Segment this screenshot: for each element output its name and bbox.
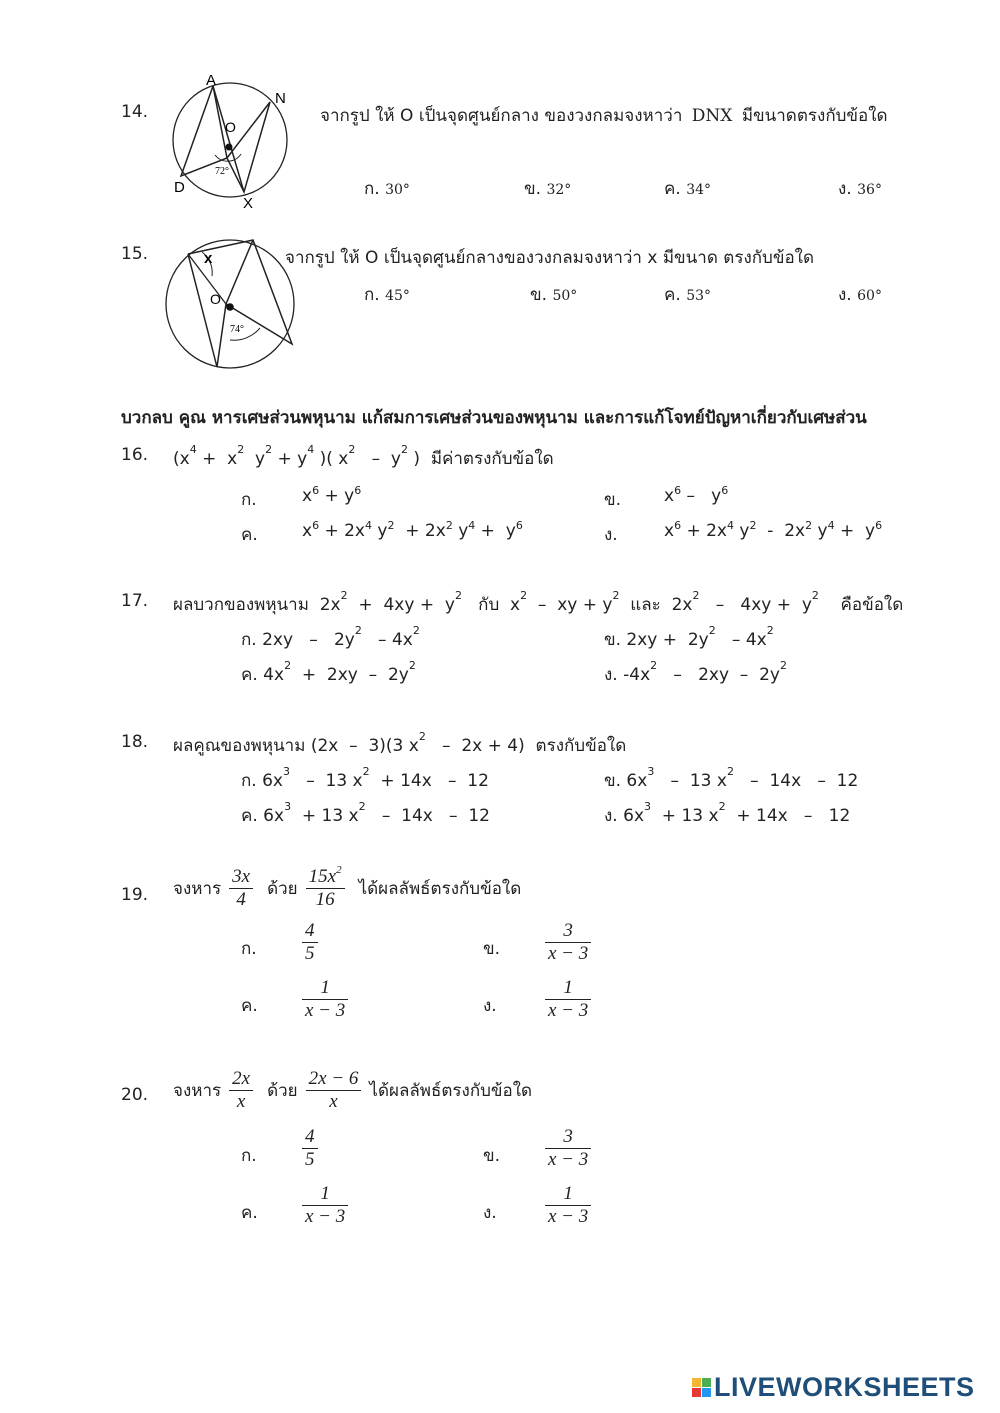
q16-choice-d-letter: ง. xyxy=(604,525,618,545)
q17-choice-d[interactable]: ง. $-4x^2 - 2xy - 2y^2$ xyxy=(604,659,787,685)
q18-choice-a[interactable]: ก. $6x^3 - 13$ $x^2 + 14x - 12$ xyxy=(241,765,489,791)
q20-choice-b[interactable]: $\frac{3}{x - 3}$ xyxy=(545,1126,591,1171)
q15-choice-a[interactable]: ก. 45° xyxy=(364,285,410,305)
liveworksheets-logo-icon xyxy=(692,1378,711,1397)
question-14-number: 14. xyxy=(121,102,149,122)
q20-choice-c[interactable]: $\frac{1}{x - 3}$ xyxy=(302,1183,348,1228)
q16-choice-c-letter: ค. xyxy=(241,525,258,545)
fraction-3x-over-4: $\frac{3x}{4}$ xyxy=(229,866,253,911)
q14-choice-c[interactable]: ค. 34° xyxy=(664,179,712,199)
question-18-number: 18. xyxy=(121,732,149,752)
q14-choice-b[interactable]: ข. 32° xyxy=(524,179,572,199)
q15-choice-d[interactable]: ง. 60° xyxy=(838,285,882,305)
q14-circle-diagram xyxy=(160,68,300,218)
q14-choice-d[interactable]: ง. 36° xyxy=(838,179,882,199)
q19-choice-b-letter: ข. xyxy=(483,939,501,959)
q20-choice-c-letter: ค. xyxy=(241,1203,258,1223)
q19-choice-c[interactable]: $\frac{1}{x - 3}$ xyxy=(302,977,348,1022)
q16-choice-b-letter: ข. xyxy=(604,490,622,510)
q17-choice-c[interactable]: ค. $4x^2 + 2xy - 2y^2$ xyxy=(241,659,416,685)
q15-choice-b[interactable]: ข. 50° xyxy=(530,285,578,305)
q14-choice-a[interactable]: ก. 30° xyxy=(364,179,410,199)
question-17-number: 17. xyxy=(121,591,149,611)
q16-choice-a[interactable]: $x^6 + y^6$ xyxy=(302,484,362,506)
question-19-text: จงหาร $\frac{3x}{4}$ ด้วย $\frac{15x^2}{16}$ ได้ผลลัพธ์ตรงกับข้อใด xyxy=(173,864,522,910)
label-D: D xyxy=(174,179,185,196)
question-17-text: ผลบวกของพหุนาม $2x^2 + 4xy + y^2$ กับ $x^2$ – xy + $y^2$ และ $2x^2 - 4xy + y^2$ คือข้อใด xyxy=(173,589,904,615)
label-X: X xyxy=(243,195,254,212)
label-O: O xyxy=(210,291,221,307)
question-15-number: 15. xyxy=(121,244,149,264)
q20-choice-b-letter: ข. xyxy=(483,1146,501,1166)
angle-name: DNX xyxy=(691,106,733,126)
question-20-text: จงหาร $\frac{2x}{x}$ ด้วย $\frac{2x - 6}{x}$ ได้ผลลัพธ์ตรงกับข้อใด xyxy=(173,1068,533,1112)
question-18-text: ผลคูณของพหุนาม (2x – 3)(3 $x^2 - 2x + 4$) ตรงกับข้อใด xyxy=(173,730,627,756)
q16-choice-b[interactable]: $x^6 - y^6$ xyxy=(664,484,729,506)
q19-choice-a[interactable]: $\frac{4}{5}$ xyxy=(302,920,318,965)
q19-choice-d-letter: ง. xyxy=(483,996,497,1016)
q16-choice-a-letter: ก. xyxy=(241,490,257,510)
q19-choice-d[interactable]: $\frac{1}{x - 3}$ xyxy=(545,977,591,1022)
label-N: N xyxy=(275,90,286,107)
q15-choice-c[interactable]: ค. 53° xyxy=(664,285,712,305)
q20-choice-d[interactable]: $\frac{1}{x - 3}$ xyxy=(545,1183,591,1228)
question-20-number: 20. xyxy=(121,1085,149,1105)
question-15-text: จากรูป ให้ O เป็นจุดศูนย์กลางของวงกลมจงหาว่า x มีขนาด ตรงกับข้อใด xyxy=(285,248,815,268)
question-16-number: 16. xyxy=(121,445,149,465)
angle-72-label: 72° xyxy=(215,166,229,177)
q18-choice-b[interactable]: ข. $6x^3 - 13$ $x^2 - 14x - 12$ xyxy=(604,765,859,791)
q19-choice-a-letter: ก. xyxy=(241,939,257,959)
q18-choice-c[interactable]: ค. $6x^3 + 13$ $x^2 - 14x - 12$ xyxy=(241,800,490,826)
q19-choice-c-letter: ค. xyxy=(241,996,258,1016)
q16-choice-d[interactable]: $x^6 + 2x^4$ $y^2 - 2x^2$ $y^4 + y^6$ xyxy=(664,519,883,541)
q15-circle-diagram xyxy=(160,232,300,377)
fraction-2x-over-x: $\frac{2x}{x}$ xyxy=(229,1068,253,1113)
question-16-expression: ($x^4 + x^2$ $y^2 + y^4$ )( $x^2 - y^2$ ) มีค่าตรงกับข้อใด xyxy=(173,443,554,469)
label-O: O xyxy=(225,119,236,135)
label-x: x xyxy=(204,250,213,267)
fraction-2x-6-over-x: $\frac{2x - 6}{x}$ xyxy=(306,1068,362,1113)
q19-choice-b[interactable]: $\frac{3}{x - 3}$ xyxy=(545,920,591,965)
q16-choice-c[interactable]: $x^6 + 2x^4$ $y^2 + 2x^2$ $y^4 + y^6$ xyxy=(302,519,523,541)
fraction-15x2-over-16: $\frac{15x^2}{16}$ xyxy=(306,866,345,911)
question-14-text: จากรูป ให้ O เป็นจุดศูนย์กลาง ของวงกลมจงหาว่า DNX มีขนาดตรงกับข้อใด xyxy=(320,106,888,126)
q20-choice-a[interactable]: $\frac{4}{5}$ xyxy=(302,1126,318,1171)
q17-choice-a[interactable]: ก. $2xy - 2y^2 - 4x^2$ xyxy=(241,624,420,650)
section-title: บวกลบ คูณ หารเศษส่วนพหุนาม แก้สมการเศษส่วนของพหุนาม และการแก้โจทย์ปัญหาเกี่ยวกับเศษส่วน xyxy=(121,408,867,428)
q18-choice-d[interactable]: ง. $6x^3 + 13$ $x^2 + 14x - 12$ xyxy=(604,800,851,826)
q20-choice-d-letter: ง. xyxy=(483,1203,497,1223)
question-19-number: 19. xyxy=(121,885,149,905)
q17-choice-b[interactable]: ข. $2xy + 2y^2 - 4x^2$ xyxy=(604,624,774,650)
q20-choice-a-letter: ก. xyxy=(241,1146,257,1166)
label-A: A xyxy=(206,72,217,89)
liveworksheets-logo[interactable]: LIVEWORKSHEETS xyxy=(692,1372,975,1403)
angle-74-label: 74° xyxy=(230,324,244,335)
